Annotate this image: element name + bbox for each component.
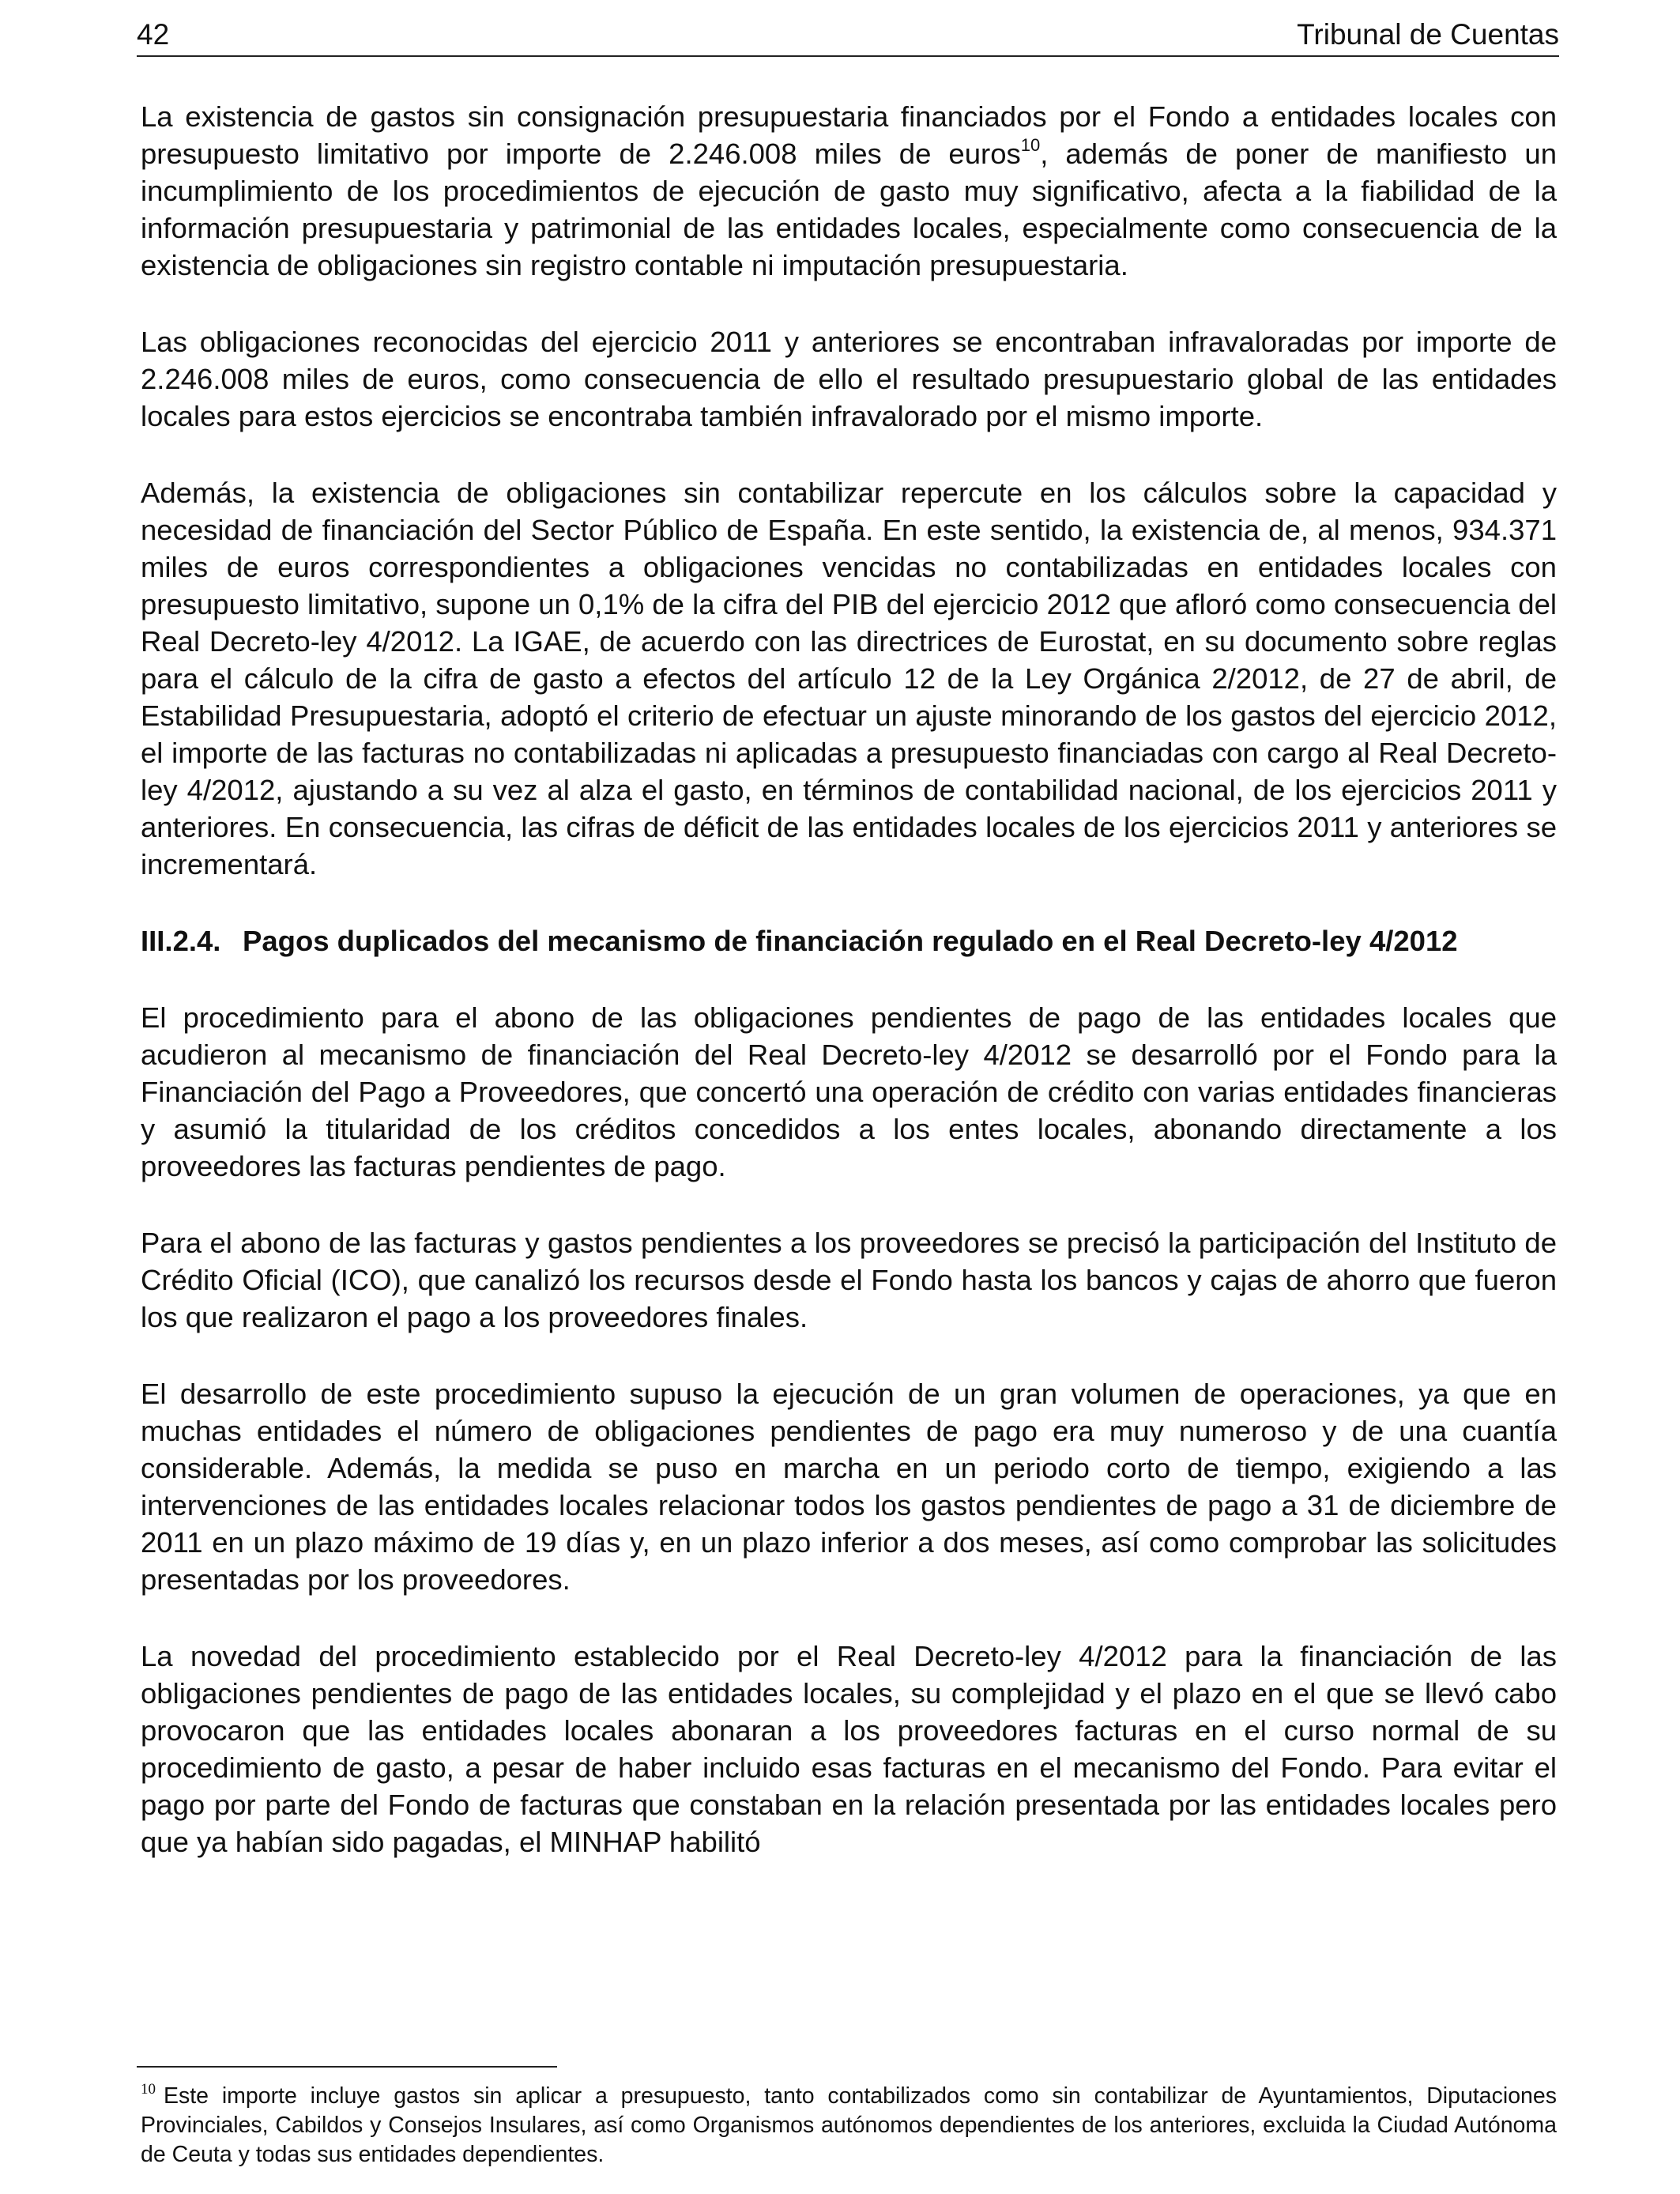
paragraph: Además, la existencia de obligaciones sin contabilizar repercute en los cálculos sobre la capacidad y necesidad de financiación del Sector Público de España. En este sentido, la existencia de, al menos, 934.371 miles de euros correspondientes a obligaciones vencidas no contabilizadas en entidades locales con presupuesto limitativo, supone un 0,1% de la cifra del PIB del ejercicio 2012 que afloró como consecuencia del Real Decreto-ley 4/2012. La IGAE, de acuerdo con las directrices de Eurostat, en su documento sobre reglas para el cálculo de la cifra de gasto a efectos del artículo 12 de la Ley Orgánica 2/2012, de 27 de abril, de Estabilidad Presupuestaria, adoptó el criterio de efectuar un ajuste minorando de los gastos del ejercicio 2012, el importe de las facturas no contabilizadas ni aplicadas a presupuesto financiadas con cargo al Real Decreto-ley 4/2012, ajustando a su vez al alza el gasto, en términos de contabilidad nacional, de los ejercicios 2011 y anteriores. En consecuencia, las cifras de déficit de las entidades locales de los ejercicios 2011 y anteriores se incrementará. <box>141 477 1557 880</box>
paragraph: La novedad del procedimiento establecido por el Real Decreto-ley 4/2012 para la financiación de las obligaciones pendientes de pago de las entidades locales, su complejidad y el plazo en el que se llevó cabo provocaron que las entidades locales abonaran a los proveedores facturas en el curso normal de su procedimiento de gasto, a pesar de haber incluido esas facturas en el mecanismo del Fondo. Para evitar el pago por parte del Fondo de facturas que constaban en la relación presentada por las entidades locales pero que ya habían sido pagadas, el MINHAP habilitó <box>141 1640 1557 1858</box>
paragraph-text: La existencia de gastos sin consignación presupuestaria financiados por el Fondo a entidades locales con presupuesto limitativo por importe de 2.246.008 miles de euros <box>141 100 1557 170</box>
footnote <box>141 2082 1557 2169</box>
page-header <box>137 14 1559 57</box>
paragraph <box>141 98 1557 284</box>
paragraph-text: , además de poner de manifiesto un incumplimiento de los procedimientos de ejecución de gasto muy significativo, afecta a la fiabilidad de la información presupuestaria y patrimonial de las entidades locales, especialmente como consecuencia de la existencia de obligaciones sin registro contable ni imputación presupuestaria. <box>141 138 1558 281</box>
footnote-text: Este importe incluye gastos sin aplicar a presupuesto, tanto contabilizados como sin contabilizar de Ayuntamientos, Diputaciones Provinciales, Cabildos y Consejos Insulares, así como Organismos autónomos dependientes de los anteriores, excluida la Ciudad Autónoma de Ceuta y todas sus entidades dependientes. <box>141 2083 1557 2167</box>
paragraph: El procedimiento para el abono de las obligaciones pendientes de pago de las entidades locales que acudieron al mecanismo de financiación del Real Decreto-ley 4/2012 se desarrolló por el Fondo para la Financiación del Pago a Proveedores, que concertó una operación de crédito con varias entidades financieras y asumió la titularidad de los créditos concedidos a los entes locales, abonando directamente a los proveedores las facturas pendientes de pago. <box>141 1001 1557 1182</box>
body-text <box>141 98 1557 1900</box>
section-heading <box>141 922 1557 959</box>
paragraph: El desarrollo de este procedimiento supuso la ejecución de un gran volumen de operaciones, ya que en muchas entidades el número de obligaciones pendientes de pago era muy numeroso y de una cuantía considerable. Además, la medida se puso en marcha en un periodo corto de tiempo, exigiendo a las intervenciones de las entidades locales relacionar todos los gastos pendientes de pago a 31 de diciembre de 2011 en un plazo máximo de 19 días y, en un plazo inferior a dos meses, así como comprobar las solicitudes presentadas por los proveedores. <box>141 1378 1557 1596</box>
footnote-divider <box>137 2066 557 2068</box>
section-title: Pagos duplicados del mecanismo de financiación regulado en el Real Decreto-ley 4/2012 <box>243 925 1458 957</box>
footnote-marker: 10 <box>141 2081 156 2098</box>
paragraph: Para el abono de las facturas y gastos pendientes a los proveedores se precisó la participación del Instituto de Crédito Oficial (ICO), que canalizó los recursos desde el Fondo hasta los bancos y cajas de ahorro que fueron los que realizaron el pago a los proveedores finales. <box>141 1227 1557 1333</box>
footnote-reference[interactable]: 10 <box>1020 135 1041 155</box>
section-number: III.2.4. <box>141 925 221 957</box>
page-number: 42 <box>137 18 170 51</box>
paragraph: Las obligaciones reconocidas del ejercicio 2011 y anteriores se encontraban infravaloradas por importe de 2.246.008 miles de euros, como consecuencia de ello el resultado presupuestario global de las entidades locales para estos ejercicios se encontraba también infravalorado por el mismo importe. <box>141 326 1557 432</box>
header-organization: Tribunal de Cuentas <box>1297 18 1559 51</box>
